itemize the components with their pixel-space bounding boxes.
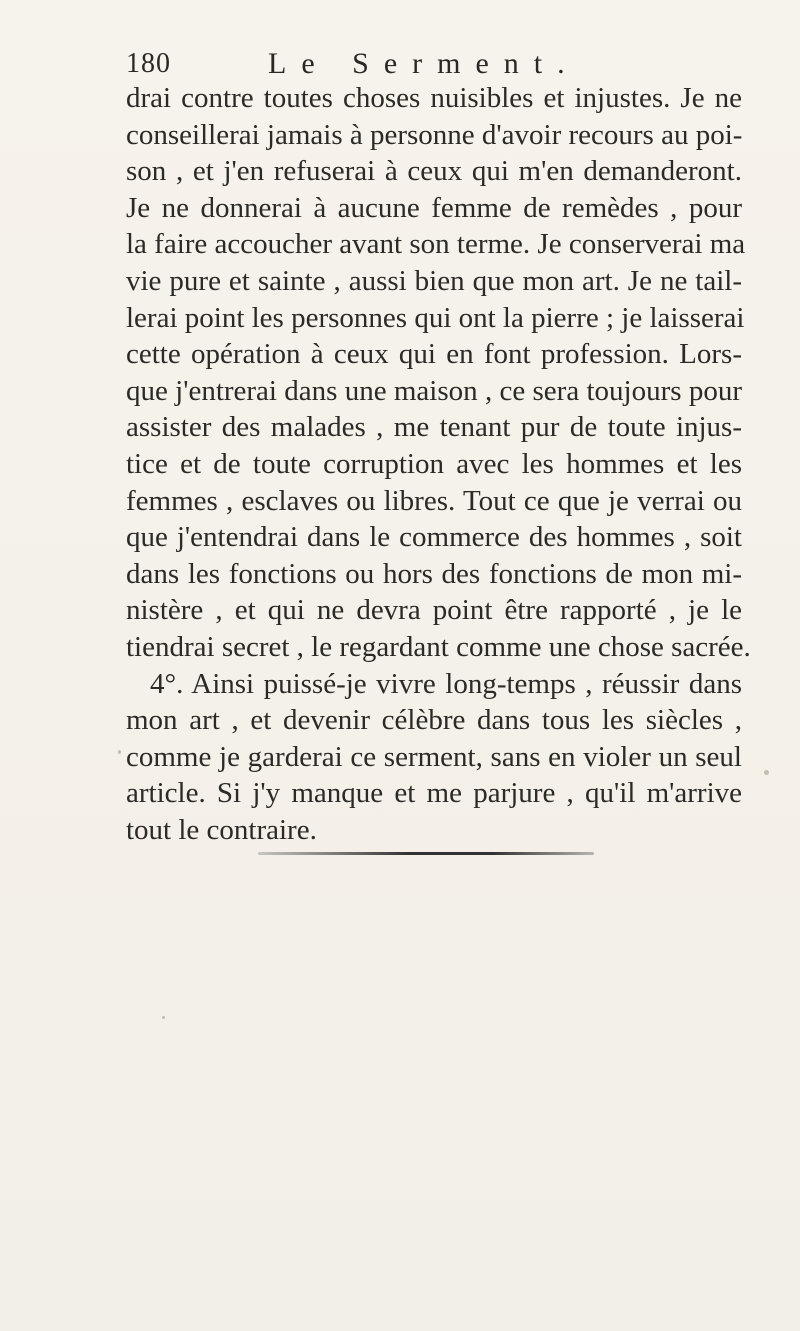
text-line: tiendrai secret , le regardant comme une chose sacrée. [126, 630, 751, 663]
text-line: que j'entendrai dans le commerce des hommes , soit [126, 521, 742, 554]
text-line: nistère , et qui ne devra point être rapporté , je le [126, 594, 742, 627]
text-line: vie pure et sainte , aussi bien que mon art. Je ne tail- [126, 264, 742, 297]
text-line: tice et de toute corruption avec les hommes et les [126, 447, 742, 480]
paper-speck [162, 1016, 165, 1019]
text-line: dans les fonctions ou hors des fonctions de mon mi- [126, 557, 742, 590]
text-line: que j'entrerai dans une maison , ce sera toujours pour [126, 374, 742, 407]
text-line: article. Si j'y manque et me parjure , qu'il m'arrive [126, 777, 742, 810]
text-line: lerai point les personnes qui ont la pierre ; je laisserai [126, 301, 745, 334]
running-title: Le Serment. [268, 47, 580, 80]
text-line: son , et j'en refuserai à ceux qui m'en demanderont. [126, 155, 742, 188]
text-line: cette opération à ceux qui en font profession. Lors- [126, 338, 742, 371]
body-text [126, 80, 751, 848]
text-line: tout le contraire. [126, 813, 317, 846]
text-line: comme je garderai ce serment, sans en violer un seul [126, 740, 742, 773]
paper-speck [764, 770, 769, 775]
paper-speck [118, 750, 121, 754]
page-number: 180 [126, 48, 171, 79]
text-line: 4°. Ainsi puissé-je vivre long-temps , réussir dans [150, 667, 742, 700]
text-line: Je ne donnerai à aucune femme de remèdes , pour [126, 191, 742, 224]
text-line: femmes , esclaves ou libres. Tout ce que je verrai ou [126, 484, 742, 517]
text-line: conseillerai jamais à personne d'avoir recours au poi- [126, 118, 743, 151]
text-line: la faire accoucher avant son terme. Je conserverai ma [126, 228, 746, 261]
text-line: mon art , et devenir célèbre dans tous les siècles , [126, 704, 742, 737]
text-line: assister des malades , me tenant pur de toute injus- [126, 411, 742, 444]
text-line: drai contre toutes choses nuisibles et injustes. Je ne [126, 82, 742, 114]
end-rule [258, 852, 594, 855]
